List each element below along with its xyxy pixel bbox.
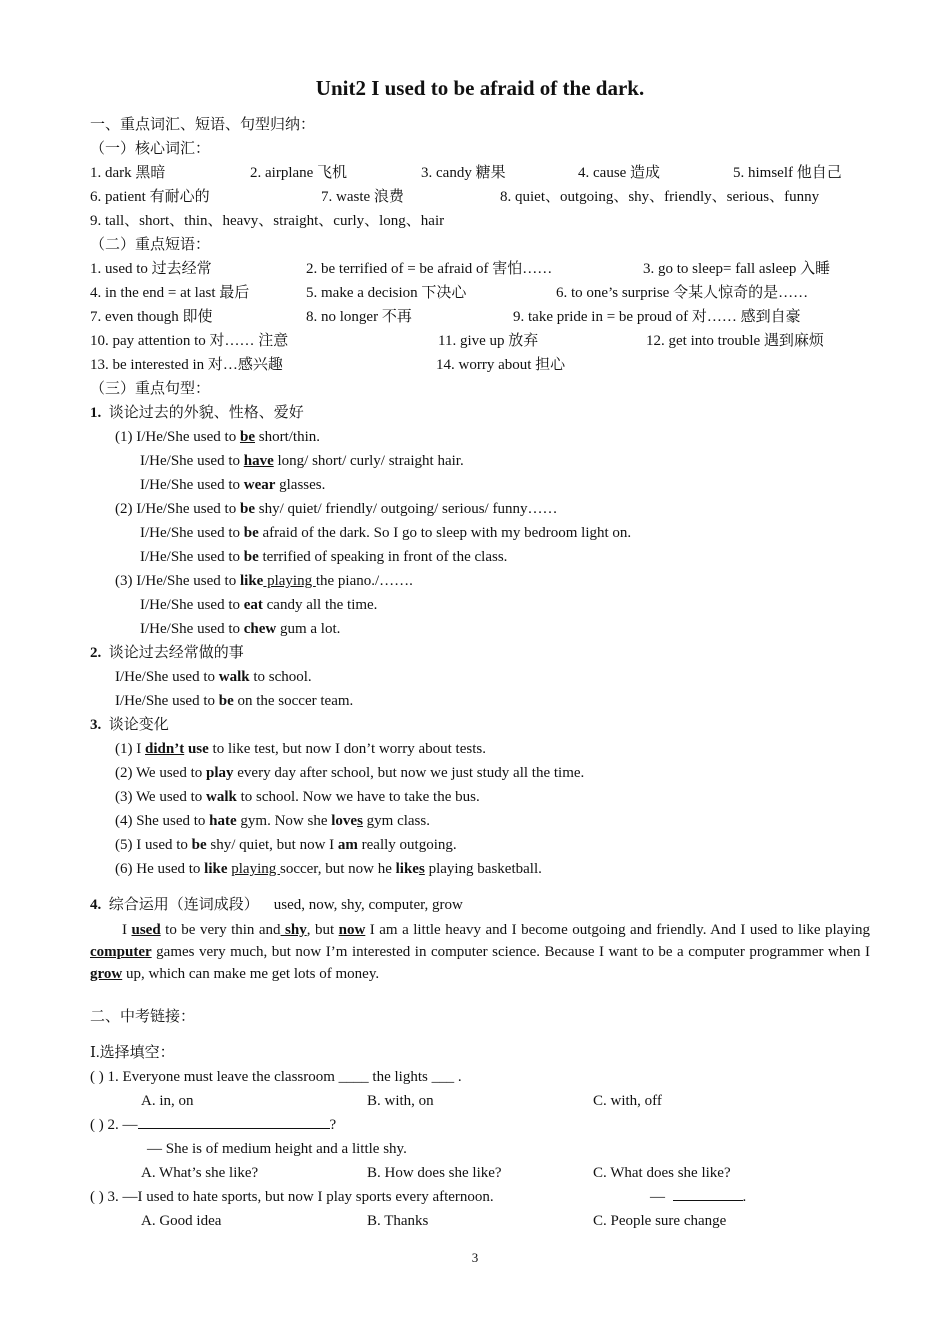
pattern-heading xyxy=(90,893,870,917)
pattern-number: 3. xyxy=(90,717,102,733)
options-row xyxy=(90,1209,870,1233)
pattern-heading xyxy=(90,401,870,425)
document-page xyxy=(90,70,870,1233)
example-sentence: I/He/She used to be terrified of speaking in front of the class. xyxy=(140,549,508,565)
vocab-item: 7. waste 浪费 xyxy=(321,189,404,205)
phrase-row xyxy=(90,257,870,281)
phrase-item: 2. be terrified of = be afraid of 害怕…… xyxy=(306,261,553,277)
option-a: A. in, on xyxy=(141,1093,194,1109)
vocab-row xyxy=(90,209,870,233)
option-c: C. People sure change xyxy=(593,1213,727,1229)
pattern-number: 4. xyxy=(90,897,102,913)
vocab-row xyxy=(90,185,870,209)
pattern-label: 谈论过去的外貌、性格、爱好 xyxy=(108,405,304,421)
page-number: 3 xyxy=(471,1250,479,1265)
example-sentence: I/He/She used to have long/ short/ curly/ straight hair. xyxy=(140,453,464,469)
phrase-row xyxy=(90,281,870,305)
vocab-item: 1. dark 黑暗 xyxy=(90,165,166,181)
phrase-item: 11. give up 放弃 xyxy=(438,333,539,349)
composition-paragraph: I used to be very thin and shy, but now I am a little heavy and I become outgoing and friendly. And I used to like playing computer games very much, but now I’m interested in computer science. Because I want to be a computer programmer when I grow up, which can make me get lots of money. xyxy=(90,922,870,982)
example-sentence: I/He/She used to walk to school. xyxy=(115,669,312,685)
option-b: B. How does she like? xyxy=(367,1165,502,1181)
phrase-item: 3. go to sleep= fall asleep 入睡 xyxy=(643,261,831,277)
question-reply: — She is of medium height and a little shy. xyxy=(147,1141,407,1157)
question-reply: — . xyxy=(650,1185,746,1209)
phrase-item: 7. even though 即使 xyxy=(90,309,213,325)
answer-blank[interactable] xyxy=(673,1186,743,1201)
question: ( ) 3. —I used to hate sports, but now I play sports every afternoon. — . xyxy=(90,1185,870,1209)
example-sentence: (1) I didn’t use to like test, but now I don’t worry about tests. xyxy=(115,741,486,757)
phrase-heading: （二）重点短语： xyxy=(90,237,211,253)
example-sentence: I/He/She used to chew gum a lot. xyxy=(140,621,341,637)
phrase-row xyxy=(90,305,870,329)
pattern-label: 谈论变化 xyxy=(108,717,169,733)
question: ( ) 1. Everyone must leave the classroom ____ the lights ___ . xyxy=(90,1069,462,1085)
phrase-item: 13. be interested in 对…感兴趣 xyxy=(90,357,283,373)
phrase-item: 10. pay attention to 对…… 注意 xyxy=(90,333,289,349)
example-sentence: (6) He used to like playing soccer, but now he likes playing basketball. xyxy=(115,861,542,877)
section-heading: 二、中考链接： xyxy=(90,1009,196,1025)
example-sentence: (4) She used to hate gym. Now she loves gym class. xyxy=(115,813,430,829)
pattern-label: 综合运用（连词成段） xyxy=(108,897,259,913)
example-sentence: (1) I/He/She used to be short/thin. xyxy=(115,429,320,445)
phrase-item: 4. in the end = at last 最后 xyxy=(90,285,250,301)
pattern-label: 谈论过去经常做的事 xyxy=(108,645,244,661)
pattern-heading xyxy=(90,641,870,665)
example-sentence: I/He/She used to be on the soccer team. xyxy=(115,693,354,709)
option-c: C. with, off xyxy=(593,1093,662,1109)
example-sentence: I/He/She used to eat candy all the time. xyxy=(140,597,378,613)
example-sentence: (3) We used to walk to school. Now we have to take the bus. xyxy=(115,789,480,805)
phrase-row xyxy=(90,329,870,353)
phrase-item: 1. used to 过去经常 xyxy=(90,261,212,277)
options-row xyxy=(90,1161,870,1185)
answer-blank[interactable] xyxy=(138,1114,330,1129)
example-sentence: (3) I/He/She used to like playing the piano./……. xyxy=(115,573,413,589)
pattern-heading xyxy=(90,713,870,737)
pattern-number: 1. xyxy=(90,405,102,421)
page-title: Unit2 I used to be afraid of the dark. xyxy=(315,76,645,100)
vocab-item: 4. cause 造成 xyxy=(578,165,661,181)
vocab-heading: （一）核心词汇： xyxy=(90,141,211,157)
example-sentence: (5) I used to be shy/ quiet, but now I am really outgoing. xyxy=(115,837,457,853)
option-a: A. Good idea xyxy=(141,1213,222,1229)
phrase-item: 6. to one’s surprise 令某人惊奇的是…… xyxy=(556,285,809,301)
option-b: B. with, on xyxy=(367,1093,434,1109)
sentence-heading: （三）重点句型： xyxy=(90,381,211,397)
example-sentence: (2) I/He/She used to be shy/ quiet/ friendly/ outgoing/ serious/ funny…… xyxy=(115,501,558,517)
word-list: used, now, shy, computer, grow xyxy=(273,897,463,913)
section-heading: 一、重点词汇、短语、句型归纳： xyxy=(90,117,316,133)
pattern-number: 2. xyxy=(90,645,102,661)
example-sentence: I/He/She used to be afraid of the dark. So I go to sleep with my bedroom light on. xyxy=(140,525,632,541)
phrase-item: 8. no longer 不再 xyxy=(306,309,412,325)
phrase-item: 9. take pride in = be proud of 对…… 感到自豪 xyxy=(513,309,801,325)
phrase-item: 14. worry about 担心 xyxy=(436,357,566,373)
example-sentence: (2) We used to play every day after school, but now we just study all the time. xyxy=(115,765,585,781)
vocab-item: 9. tall、short、thin、heavy、straight、curly、long、hair xyxy=(90,213,445,229)
vocab-item: 2. airplane 飞机 xyxy=(250,165,348,181)
phrase-item: 5. make a decision 下决心 xyxy=(306,285,467,301)
vocab-item: 5. himself 他自己 xyxy=(733,165,842,181)
phrase-row xyxy=(90,353,870,377)
vocab-item: 6. patient 有耐心的 xyxy=(90,189,210,205)
phrase-item: 12. get into trouble 遇到麻烦 xyxy=(646,333,824,349)
option-c: C. What does she like? xyxy=(593,1165,731,1181)
option-a: A. What’s she like? xyxy=(141,1165,259,1181)
vocab-row xyxy=(90,161,870,185)
vocab-item: 3. candy 糖果 xyxy=(421,165,506,181)
part-heading: Ⅰ.选择填空： xyxy=(90,1045,175,1061)
vocab-item: 8. quiet、outgoing、shy、friendly、serious、funny xyxy=(500,189,820,205)
example-sentence: I/He/She used to wear glasses. xyxy=(140,477,326,493)
options-row xyxy=(90,1089,870,1113)
option-b: B. Thanks xyxy=(367,1213,429,1229)
question: ( ) 2. — ? xyxy=(90,1113,870,1137)
